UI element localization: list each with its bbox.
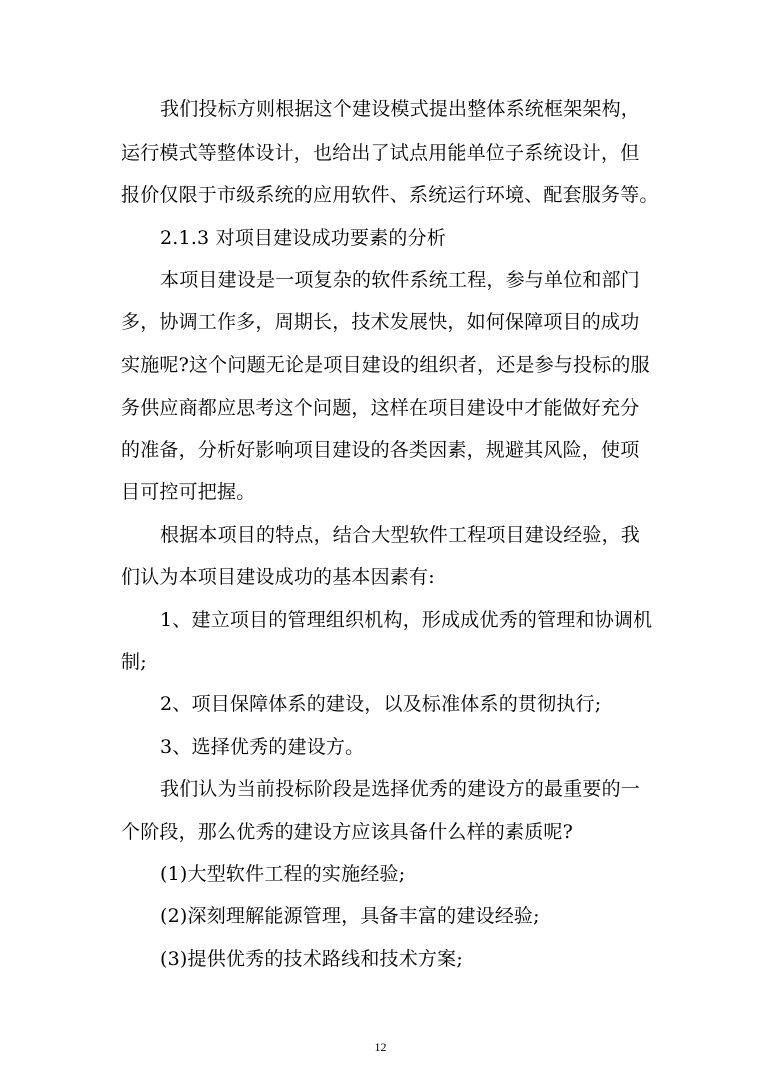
- paragraph-line: 我们认为当前投标阶段是选择优秀的建设方的最重要的一: [160, 778, 641, 800]
- list-item-line: 2、项目保障体系的建设，以及标准体系的贯彻执行;: [160, 693, 602, 715]
- paragraph-line: 根据本项目的特点，结合大型软件工程项目建设经验，我: [160, 524, 641, 546]
- paragraph-line: 们认为本项目建设成功的基本因素有:: [121, 566, 435, 588]
- list-item-line: 制;: [121, 651, 147, 673]
- list-item-line: 3、选择优秀的建设方。: [160, 736, 365, 758]
- paragraph-line: 本项目建设是一项复杂的软件系统工程，参与单位和部门: [160, 269, 641, 291]
- paragraph-line: 个阶段，那么优秀的建设方应该具备什么样的素质呢?: [121, 821, 573, 843]
- list-item-line: (3)提供优秀的技术路线和技术方案;: [160, 948, 463, 970]
- paragraph-line: 目可控可把握。: [121, 481, 256, 503]
- page-number: 12: [374, 1040, 387, 1054]
- list-item-line: 1、建立项目的管理组织机构，形成成优秀的管理和协调机: [160, 609, 653, 631]
- paragraph-line: 报价仅限于市级系统的应用软件、系统运行环境、配套服务等。: [121, 184, 659, 206]
- section-heading: 2.1.3 对项目建设成功要素的分析: [160, 227, 446, 249]
- paragraph-line: 我们投标方则根据这个建设模式提出整体系统框架架构，: [160, 98, 641, 120]
- list-item-line: (2)深刻理解能源管理，具备丰富的建设经验;: [160, 905, 540, 927]
- paragraph-line: 务供应商都应思考这个问题，这样在项目建设中才能做好充分: [121, 397, 640, 419]
- paragraph-line: 多，协调工作多，周期长，技术发展快，如何保障项目的成功: [121, 311, 640, 333]
- list-item-line: (1)大型软件工程的实施经验;: [160, 863, 406, 885]
- paragraph-line: 的准备，分析好影响项目建设的各类因素，规避其风险，使项: [121, 439, 640, 461]
- paragraph-line: 实施呢?这个问题无论是项目建设的组织者，还是参与投标的服: [121, 354, 650, 376]
- paragraph-line: 运行模式等整体设计，也给出了试点用能单位子系统设计，但: [121, 142, 640, 164]
